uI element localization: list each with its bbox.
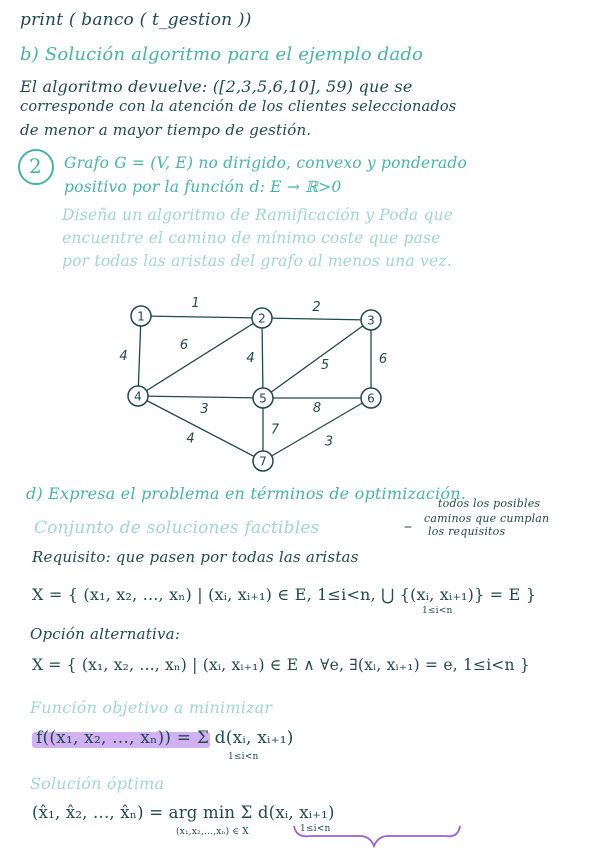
objective-label: Función objetivo a minimizar — [30, 698, 273, 717]
section-d-title: d) Expresa el problema en términos de optimización. — [26, 484, 466, 503]
graph-edge-weight-6-7: 3 — [324, 434, 334, 450]
graph-edge-weight-5-7: 7 — [270, 422, 280, 438]
problem-number: 2 — [29, 154, 42, 178]
graph-edge-weight-2-3: 2 — [312, 300, 321, 315]
graph-node-label-2: 2 — [258, 311, 266, 326]
optimal-argmin-subscript: (x₁,x₂,...,xₙ) ∈ X — [176, 827, 249, 837]
graph-node-label-6: 6 — [367, 391, 375, 406]
graph-edge-weight-5-6: 8 — [312, 401, 322, 416]
optimal-sum-subscript: 1≤i<n — [300, 824, 331, 834]
section-b-line-1: El algoritmo devuelve: ([2,3,5,6,10], 59) que se — [20, 77, 413, 96]
graph-node-label-3: 3 — [367, 313, 375, 328]
alternative-label: Opción alternativa: — [30, 625, 181, 643]
objective-formula: f((x₁, x₂, ..., xₙ)) = Σ d(xᵢ, xᵢ₊₁) — [36, 728, 294, 748]
graph-edge-weight-1-4: 4 — [119, 349, 128, 364]
task-line-1: Diseña un algoritmo de Ramificación y Poda que — [62, 206, 454, 224]
formula-alternative: X = { (x₁, x₂, ..., xₙ) | (xᵢ, xᵢ₊₁) ∈ E ∧ ∀e, ∃(xᵢ, xᵢ₊₁) = e, 1≤i<n } — [32, 656, 530, 674]
problem-2-line-1: Grafo G = (V, E) no dirigido, convexo y ponderado — [64, 154, 468, 172]
feasible-note-3: los requisitos — [428, 525, 506, 538]
graph-edge-weight-2-4: 6 — [179, 338, 189, 353]
feasible-dash: – — [404, 516, 413, 535]
requisito-line: Requisito: que pasen por todas las aristas — [32, 548, 359, 566]
formula-feasible-set: X = { (x₁, x₂, ..., xₙ) | (xᵢ, xᵢ₊₁) ∈ E, 1≤i<n, ⋃ {(xᵢ, xᵢ₊₁)} = E } — [32, 585, 537, 604]
graph-edge-weight-2-5: 4 — [246, 351, 255, 366]
graph-edge-weight-4-5: 3 — [200, 402, 209, 417]
optimal-formula: (x̂₁, x̂₂, ..., x̂ₙ) = arg min Σ d(xᵢ, xᵢ₊₁) — [32, 803, 335, 822]
formula-union-subscript: 1≤i<n — [422, 606, 453, 616]
task-line-3: por todas las aristas del grafo al menos una vez. — [62, 252, 452, 270]
feasible-note-2: caminos que cumplan — [424, 512, 550, 525]
optimal-label: Solución óptima — [30, 774, 165, 793]
graph-node-label-4: 4 — [134, 389, 142, 404]
graph-node-label-5: 5 — [259, 391, 267, 406]
section-b-line-3: de menor a mayor tiempo de gestión. — [20, 121, 312, 139]
problem-2-line-2: positivo por la función d: E → ℝ>0 — [64, 178, 342, 196]
feasible-note-1: todos los posibles — [438, 497, 541, 510]
objective-sum-subscript: 1≤i<n — [228, 752, 259, 762]
graph-node-label-1: 1 — [137, 309, 145, 324]
task-line-2: encuentre el camino de mínimo coste que pase — [62, 229, 441, 247]
print-line: print ( banco ( t_gestion )) — [20, 10, 252, 30]
graph-edge-weight-1-2: 1 — [191, 296, 200, 311]
graph-node-label-7: 7 — [259, 454, 267, 469]
feasible-label: Conjunto de soluciones factibles — [34, 518, 320, 538]
graph-edge-weight-3-5: 5 — [320, 358, 330, 373]
graph-edge-weight-3-6: 6 — [378, 352, 388, 367]
graph-edge-weight-4-7: 4 — [186, 431, 195, 447]
section-b-line-2: corresponde con la atención de los clientes seleccionados — [20, 99, 457, 115]
section-b-title: b) Solución algoritmo para el ejemplo dado — [20, 44, 424, 65]
